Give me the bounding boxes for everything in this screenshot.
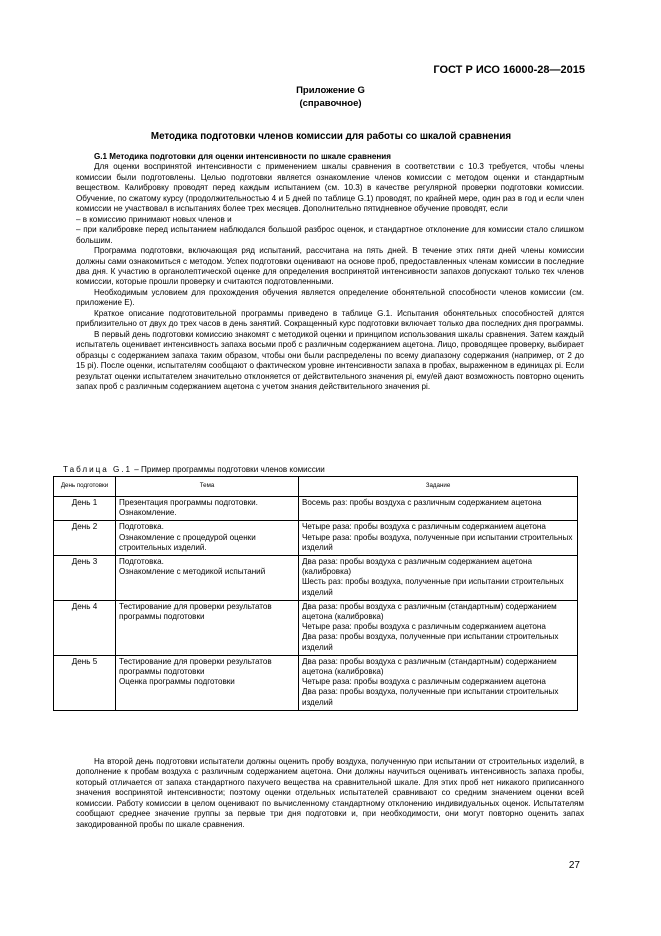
- table-caption: [63, 465, 325, 474]
- section-heading: G.1 Методика подготовки для оценки интенсивности по шкале сравнения: [94, 152, 391, 161]
- standard-header: ГОСТ Р ИСО 16000-28—2015: [433, 64, 585, 76]
- task-cell-line: Четыре раза: пробы воздуха с различным содержанием ацетона: [302, 522, 546, 532]
- appendix-heading: [0, 84, 661, 110]
- closing-text: [76, 757, 584, 830]
- day-cell: [54, 655, 116, 710]
- day-cell-line: День 4: [71, 601, 98, 611]
- day-cell: [54, 600, 116, 655]
- table-row: [54, 497, 578, 521]
- task-cell-line: Два раза: пробы воздуха с различным содержанием ацетона (калибровка): [302, 557, 532, 577]
- day-cell-line: День 5: [71, 656, 98, 666]
- table-caption-text: – Пример программы подготовки членов комиссии: [134, 465, 325, 474]
- task-cell: [299, 497, 578, 521]
- topic-cell-line: Тестирование для проверки результатов программы подготовки: [119, 601, 272, 622]
- task-cell-line: Восемь раз: пробы воздуха с различным содержанием ацетона: [302, 498, 542, 507]
- topic-cell: [116, 497, 299, 521]
- topic-cell-line: Ознакомление с методикой испытаний: [119, 567, 266, 577]
- day-cell-line: День 3: [71, 557, 98, 567]
- task-cell-line: Два раза: пробы воздуха, полученные при испытании строительных изделий: [302, 632, 559, 652]
- paragraph: Необходимым условием для прохождения обучения является определение обонятельной способности членов комиссии (см. приложение E).: [76, 287, 584, 308]
- training-program-table: [53, 476, 578, 711]
- topic-cell-line: Ознакомление с процедурой оценки строительных изделий.: [119, 532, 256, 552]
- topic-cell: [116, 600, 299, 655]
- table-row: [54, 600, 578, 655]
- table-caption-label: Таблица G.1: [63, 465, 133, 474]
- task-cell-line: Два раза: пробы воздуха с различным (стандартным) содержанием ацетона (калибровка): [302, 601, 557, 622]
- day-cell: [54, 556, 116, 601]
- task-cell: [299, 600, 578, 655]
- day-cell: [54, 521, 116, 556]
- table-row: [54, 655, 578, 710]
- task-cell: [299, 655, 578, 710]
- day-cell: [54, 497, 116, 521]
- task-cell: [299, 556, 578, 601]
- main-title: Методика подготовки членов комиссии для работы со шкалой сравнения: [150, 131, 512, 142]
- task-cell-line: Два раза: пробы воздуха с различным (стандартным) содержанием ацетона (калибровка): [302, 656, 557, 677]
- topic-cell-line: Подготовка.: [119, 522, 164, 532]
- topic-cell: [116, 556, 299, 601]
- table-row: [54, 556, 578, 601]
- appendix-subtitle: (справочное): [299, 98, 362, 109]
- day-cell-line: День 1: [71, 498, 98, 507]
- column-header-task: Задание: [299, 477, 578, 497]
- task-cell-line: Четыре раза: пробы воздуха, полученные при испытании строительных изделий: [302, 532, 573, 552]
- body-text: [76, 152, 584, 392]
- topic-cell: [116, 521, 299, 556]
- topic-cell-line: Оценка программы подготовки: [119, 677, 235, 687]
- task-cell-line: Четыре раза: пробы воздуха с различным содержанием ацетона: [302, 677, 546, 687]
- list-item: – при калибровке перед испытанием наблюдался большой разброс оценок, и стандартное отклонение для комиссии стало слишком большим.: [76, 225, 584, 245]
- column-header-topic: Тема: [116, 477, 299, 497]
- task-cell-line: Четыре раза: пробы воздуха с различным содержанием ацетона: [302, 622, 546, 632]
- topic-cell-line: Тестирование для проверки результатов программы подготовки: [119, 656, 272, 677]
- page-number: 27: [568, 860, 580, 871]
- table-header-row: [54, 477, 578, 497]
- topic-cell: [116, 655, 299, 710]
- appendix-title: Приложение G: [296, 85, 365, 96]
- day-cell-line: День 2: [71, 522, 98, 532]
- paragraph: В первый день подготовки комиссию знакомят с методикой оценки и принципом использования шкалы сравнения. Затем каждый испытатель оценивает интенсивность запаха восьми проб с различным содержанием ацетона. Лицо, проводящее проверку, выбирает образцы с содержанием запаха таким образом, чтобы они были распределены по всему диапазону содержания (например, от 2 до 15 pi). После оценки, испытателям сообщают о фактическом уровне интенсивности запаха в пробах, выраженном в единицах pi. Если результат оценки испытателем значительно отклоняется от действительного значения pi, ему/ей дают возможность повторно оценить запах проб с различным содержанием ацетона с учетом знания действительного значения pi.: [76, 329, 584, 391]
- task-cell-line: Два раза: пробы воздуха, полученные при испытании строительных изделий: [302, 687, 559, 707]
- paragraph: Краткое описание подготовительной программы приведено в таблице G.1. Испытания обонятельных способностей длятся приблизительно от двух до трех часов в день занятий. Сокращенный курс подготовки включает только два последних дня программы.: [76, 308, 584, 329]
- task-cell-line: Шесть раз: пробы воздуха, полученные при испытании строительных изделий: [302, 577, 564, 597]
- table-row: [54, 521, 578, 556]
- task-cell: [299, 521, 578, 556]
- list-item: – в комиссию принимают новых членов и: [76, 214, 232, 224]
- topic-cell-line: Презентация программы подготовки. Ознакомление.: [119, 498, 258, 518]
- column-header-day: День подготовки: [54, 477, 116, 497]
- topic-cell-line: Подготовка.: [119, 557, 164, 567]
- paragraph: Программа подготовки, включающая ряд испытаний, рассчитана на пять дней. В течение этих пяти дней члены комиссии должны сами ознакомиться с методом. Успех подготовки оценивают на основе проб, предоставленных членам комиссии в последние два дня. К участию в органолептической оценке для определения воспринятой интенсивности запахов допускают только тех членов комиссии, которые прошли проверку и считаются подготовленными.: [76, 246, 584, 287]
- paragraph: Для оценки воспринятой интенсивности с применением шкалы сравнения в соответствии с 10.3 требуется, чтобы члены комиссии были подготовлены. Целью подготовки является ознакомление членов комиссии с методом оценки и стандартным веществом. Калибровку проводят перед каждым испытанием (см. 10.3) в качестве регулярной проверки подготовки комиссии. Обучение, по сжатому курсу (продолжительностью 4 и 5 дней по таблице G.1) проводят, по крайней мере, один раз в год и если член комиссии не участвовал в испытаниях более трех месяцев. Дополнительно пятидневное обучение проводят, если: [76, 162, 584, 214]
- paragraph: На второй день подготовки испытатели должны оценить пробу воздуха, полученную при испытании от строительных изделий, в дополнение к пробам воздуха с различным содержанием ацетона. Они должны научиться оценивать интенсивность запаха пробы, который отличается от запаха стандартного пахучего вещества на сравнительной шкале. Для этих проб нет никакого приписанного значения воспринятой интенсивности; поэтому оценки отдельных испытателей сравнивают со средним значением оценки всей комиссии. Работу комиссии в целом оценивают по вычисленному стандартному отклонению индивидуальных оценок. Испытателям сообщают среднее значение группы за первые три дня подготовки и, при необходимости, они могут повторно оценить запах закодированной пробы по шкале сравнения.: [76, 757, 584, 829]
